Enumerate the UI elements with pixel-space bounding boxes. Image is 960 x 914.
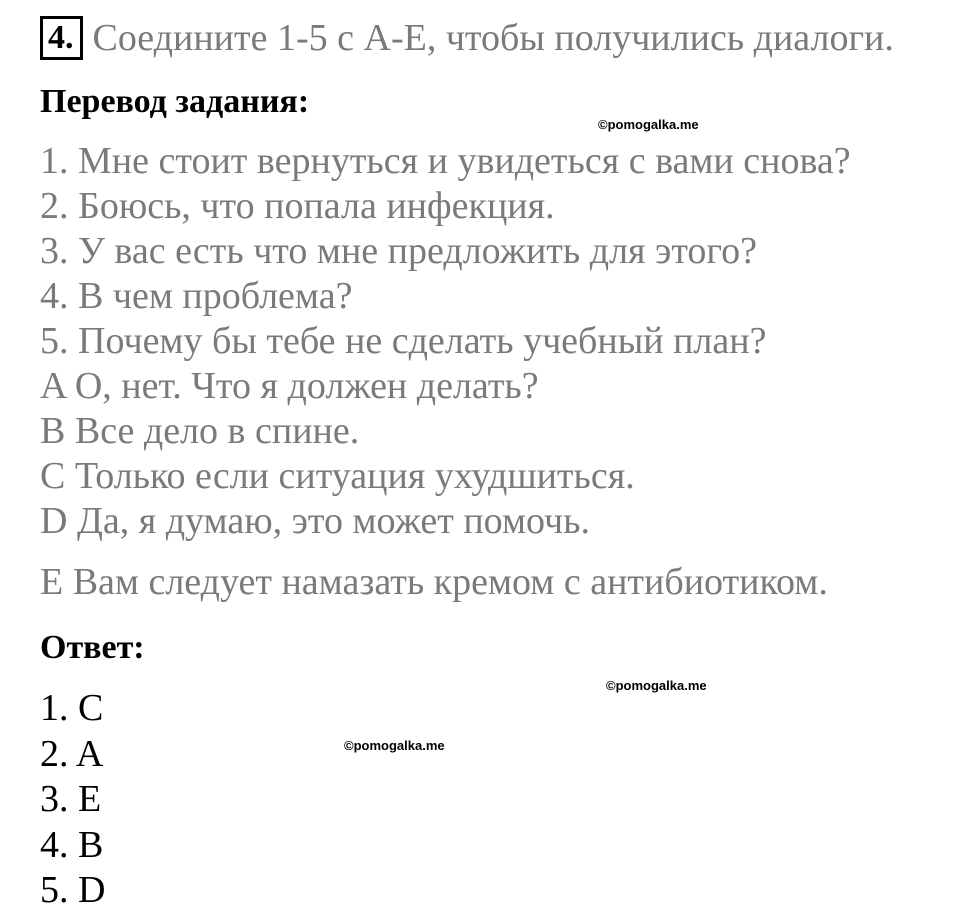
- translation-line-3: 3. У вас есть что мне предложить для этого?: [40, 230, 757, 272]
- answer-list: [40, 686, 105, 914]
- translation-line-5: 5. Почему бы тебе не сделать учебный план?: [40, 320, 767, 362]
- translation-heading: Перевод задания:: [40, 83, 310, 120]
- task-header: [40, 16, 894, 60]
- task-number: 4.: [40, 16, 83, 60]
- task-instruction: Соедините 1-5 с A-E, чтобы получились диалоги.: [92, 17, 894, 59]
- translation-list: [40, 139, 851, 544]
- answer-heading: Ответ:: [40, 629, 145, 666]
- answer-item: 1. C: [40, 687, 104, 729]
- translation-line-b: B Все дело в спине.: [40, 410, 360, 452]
- translation-line-4: 4. В чем проблема?: [40, 275, 353, 317]
- answer-item: 5. D: [40, 869, 106, 911]
- translation-line-e: E Вам следует намазать кремом с антибиотиком.: [40, 561, 828, 603]
- answer-item: 2. A: [40, 732, 104, 775]
- watermark: ©pomogalka.me: [598, 117, 699, 132]
- answer-item: 4. B: [40, 823, 104, 866]
- translation-line-c: C Только если ситуация ухудшиться.: [40, 455, 635, 497]
- translation-line-d: D Да, я думаю, это может помочь.: [40, 500, 590, 542]
- watermark: ©pomogalka.me: [344, 738, 445, 753]
- watermark: ©pomogalka.me: [606, 678, 707, 693]
- translation-line-1: 1. Мне стоит вернуться и увидеться с вами снова?: [40, 140, 851, 182]
- answer-item: 3. E: [40, 778, 102, 820]
- translation-line-2: 2. Боюсь, что попала инфекция.: [40, 185, 555, 227]
- translation-line-a: A О, нет. Что я должен делать?: [40, 365, 539, 407]
